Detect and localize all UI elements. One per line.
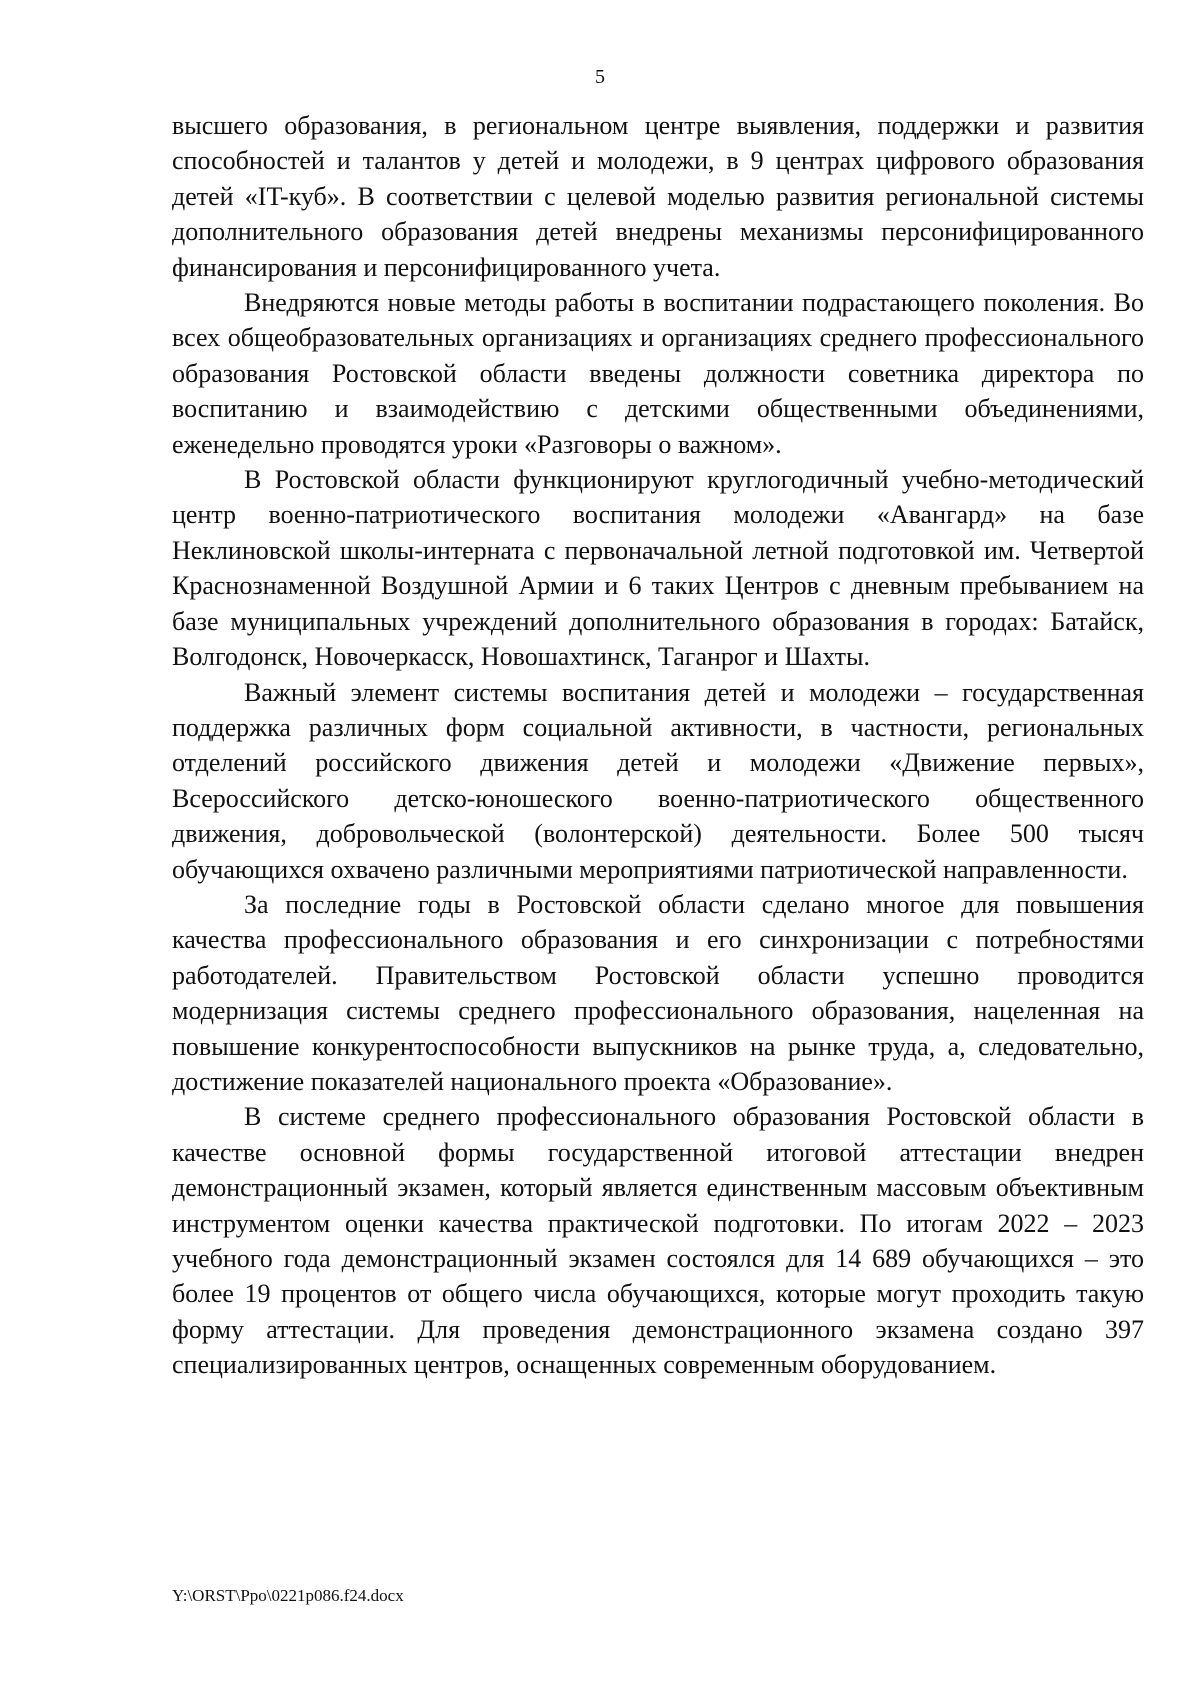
paragraph-upbringing-methods: Внедряются новые методы работы в воспитании подрастающего поколения. Во всех общеобразовательных организациях и организациях среднего профессионального образования Ростовской области введены должности советника директора по воспитанию и взаимодействию с детскими общественными объединениями, еженедельно проводятся уроки «Разговоры о важном». <box>172 288 1144 459</box>
document-body <box>172 108 1144 1383</box>
paragraph-avangard-center: В Ростовской области функционируют круглогодичный учебно-методический центр военно-патриотического воспитания молодежи «Авангард» на базе Неклиновской школы-интерната с первоначальной летной подготовкой им. Четвертой Краснознаменной Воздушной Армии и 6 таких Центров с дневным пребыванием на базе муниципальных учреждений дополнительного образования в городах: Батайск, Волгодонск, Новочеркасск, Новошахтинск, Таганрог и Шахты. <box>172 465 1144 672</box>
paragraph-demo-exam: В системе среднего профессионального образования Ростовской области в качестве основной формы государственной итоговой аттестации внедрен демонстрационный экзамен, который является единственным массовым объективным инструментом оценки качества практической подготовки. По итогам 2022 – 2023 учебного года демонстрационный экзамен состоялся для 14 689 обучающихся – это более 19 процентов от общего числа обучающихся, которые могут проходить такую форму аттестации. Для проведения демонстрационного экзамена создано 397 специализированных центров, оснащенных современным оборудованием. <box>172 1102 1144 1380</box>
page-number: 5 <box>595 66 605 88</box>
paragraph-professional-education: За последние годы в Ростовской области сделано многое для повышения качества профессионального образования и его синхронизации с потребностями работодателей. Правительством Ростовской области успешно проводится модернизация системы среднего профессионального образования, нацеленная на повышение конкурентоспособности выпускников на рынке труда, а, следовательно, достижение показателей национального проекта «Образование». <box>172 889 1144 1096</box>
paragraph-state-support: Важный элемент системы воспитания детей и молодежи – государственная поддержка различных форм социальной активности, в частности, региональных отделений российского движения детей и молодежи «Движение первых», Всероссийского детско-юношеского военно-патриотического общественного движения, добровольческой (волонтерской) деятельности. Более 500 тысяч обучающихся охвачено различными мероприятиями патриотической направленности. <box>172 677 1144 884</box>
footer-file-path: Y:\ORST\Ppo\0221p086.f24.docx <box>172 1586 404 1605</box>
paragraph-continuation: высшего образования, в региональном центре выявления, поддержки и развития способностей и талантов у детей и молодежи, в 9 центрах цифрового образования детей «IT-куб». В соответствии с целевой моделью развития региональной системы дополнительного образования детей внедрены механизмы персонифицированного финансирования и персонифицированного учета. <box>172 111 1144 282</box>
